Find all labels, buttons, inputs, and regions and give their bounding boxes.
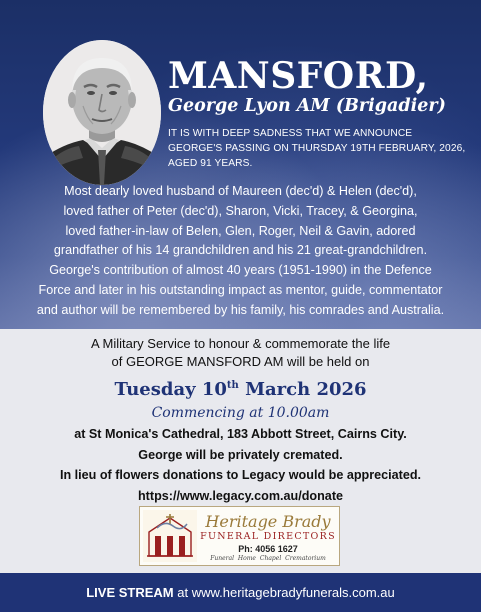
- tribute-line: loved father-in-law of Belen, Glen, Roger, Neil & Gavin, adored: [65, 223, 416, 238]
- announcement-line: IT IS WITH DEEP SADNESS THAT WE ANNOUNCE: [168, 128, 413, 139]
- service-date-suffix: th: [226, 380, 239, 391]
- cremation-note: George will be privately cremated.: [138, 447, 343, 462]
- tribute-line: Most dearly loved husband of Maureen (dec'd) & Helen (dec'd),: [64, 184, 417, 198]
- service-location: at St Monica's Cathedral, 183 Abbott Street, Cairns City.: [74, 427, 407, 441]
- live-stream-label: LIVE STREAM: [86, 585, 174, 600]
- service-intro-line: A Military Service to honour & commemorate the life: [90, 336, 391, 351]
- funeral-director-logo: [139, 506, 340, 566]
- deceased-surname: MANSFORD,: [168, 55, 429, 97]
- service-date-day: Tuesday 10: [114, 379, 227, 400]
- tribute-line: and author will be remembered by his family, his comrades and Australia.: [36, 302, 445, 317]
- tribute-line: Force and later in his outstanding impact as mentor, guide, commentator: [38, 282, 443, 297]
- donation-link[interactable]: https://www.legacy.com.au/donate: [137, 488, 344, 503]
- live-stream-banner[interactable]: [0, 573, 481, 612]
- tribute-line: George's contribution of almost 40 years (1951-1990) in the Defence: [49, 263, 432, 278]
- portrait-photo: [43, 40, 161, 185]
- service-intro-line: of GEORGE MANSFORD AM will be held on: [111, 354, 370, 369]
- chapel-emblem-icon: [143, 510, 197, 567]
- tribute-line: grandfather of his 14 grandchildren and his 21 great-grandchildren.: [53, 243, 428, 258]
- announcement-line: AGED 91 YEARS.: [168, 158, 253, 169]
- announcement: [168, 126, 468, 171]
- service-date: [0, 374, 481, 402]
- tribute-line: loved father of Peter (dec'd), Sharon, Vicki, Tracey, & Georgina,: [63, 203, 418, 218]
- logo-phone: Ph: 4056 1627: [238, 544, 298, 554]
- announcement-line: GEORGE'S PASSING ON THURSDAY 19TH FEBRUARY, 2026,: [168, 143, 466, 154]
- donation-note: In lieu of flowers donations to Legacy would be appreciated.: [59, 468, 422, 482]
- service-details: [0, 335, 481, 506]
- service-time: Commencing at 10.00am: [151, 405, 330, 421]
- service-date-rest: March 2026: [238, 379, 367, 400]
- logo-name: Heritage Brady: [205, 512, 331, 531]
- deceased-given-name: George Lyon AM (Brigadier): [168, 96, 446, 116]
- logo-subtitle: FUNERAL DIRECTORS: [200, 531, 336, 542]
- tribute-text: [0, 182, 481, 321]
- logo-services: Funeral Home Chapel Crematorium: [210, 555, 326, 562]
- live-stream-url[interactable]: at www.heritagebradyfunerals.com.au: [173, 585, 395, 600]
